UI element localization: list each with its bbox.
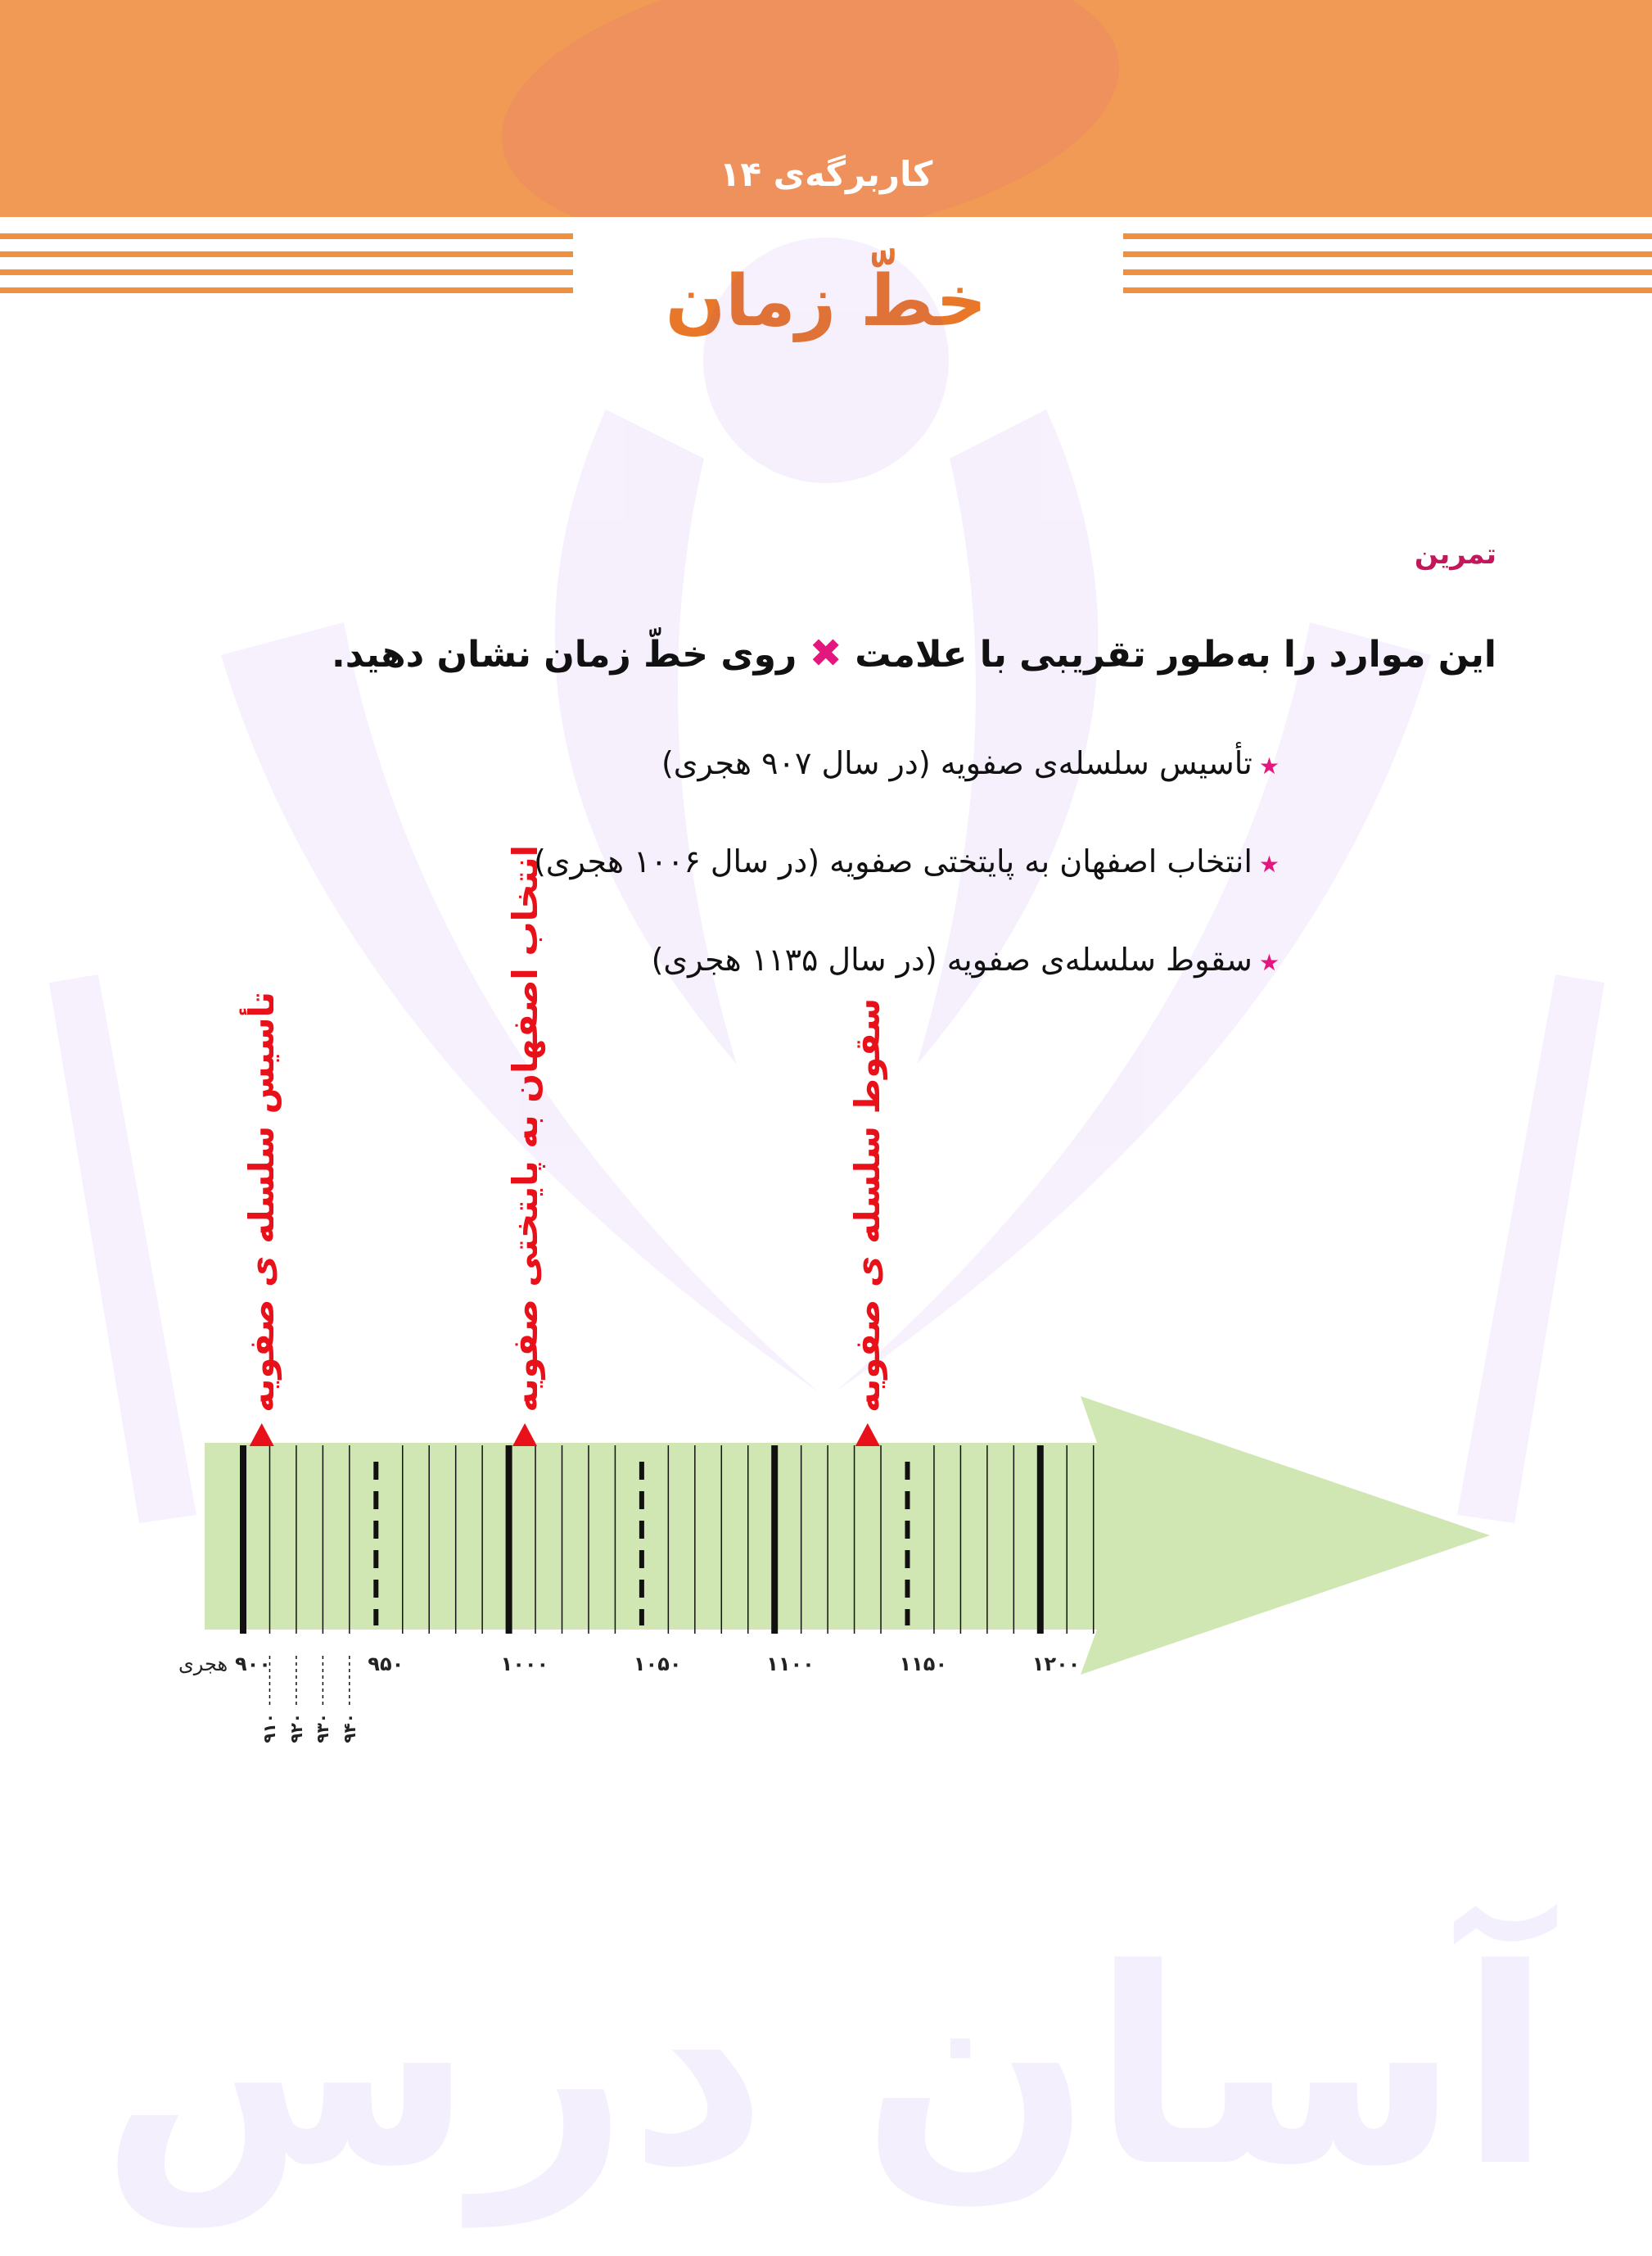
tick-label: ۱۰۰۰ [500, 1652, 549, 1675]
instruction-before: این موارد را به‌طور تقریبی با علامت [855, 634, 1496, 676]
watermark-text: آسان درس [100, 1911, 1552, 2226]
list-item: ★تأسیس سلسله‌ی صفویه (در سال ۹۰۷ هجری) [661, 745, 1280, 781]
timeline-arrow [205, 1396, 1490, 1675]
sub-tick-label: ۹۲۰ [286, 1713, 306, 1743]
tick-label: ۱۱۰۰ [766, 1652, 815, 1675]
tick-label: ۱۲۰۰ [1031, 1652, 1081, 1675]
page-title: خطّ زمان [665, 260, 987, 342]
star-icon: ★ [1258, 753, 1280, 780]
worksheet-label: کاربرگه‌ی ۱۴ [719, 154, 933, 194]
event-marker [512, 1423, 537, 1446]
list-item: ★انتخاب اصفهان به پایتختی صفویه (در سال ۱۰۰۶ هجری) [533, 843, 1280, 879]
sub-tick-label: ۹۱۰ [260, 1713, 280, 1743]
tick-label: ۱۰۵۰ [633, 1652, 682, 1675]
sub-tick-label: ۹۳۰ [313, 1713, 333, 1743]
tick-label: ۹۵۰ [368, 1652, 404, 1675]
star-icon: ★ [1258, 949, 1280, 976]
event-marker [855, 1423, 880, 1446]
section-label: تمرین [1414, 538, 1496, 571]
event-label: انتخاب اصفهان به پایتختی صفویه [504, 845, 545, 1413]
list-item: ★سقوط سلسله‌ی صفویه (در سال ۱۱۳۵ هجری) [651, 942, 1280, 978]
event-label: تأسیس سلسله ی صفویه [241, 992, 282, 1413]
event-marker [250, 1423, 274, 1446]
instruction-after: روی خطّ زمان نشان دهید. [332, 634, 797, 676]
star-icon: ★ [1258, 851, 1280, 878]
tick-label: ۱۱۵۰ [899, 1652, 948, 1675]
x-mark-icon: ✖ [809, 631, 842, 676]
event-label: سقوط سلسله ی صفویه [847, 998, 888, 1413]
sub-tick-label: ۹۴۰ [339, 1713, 359, 1743]
unit-label: هجری [178, 1652, 228, 1675]
tick-label: ۹۰۰ [235, 1652, 271, 1675]
